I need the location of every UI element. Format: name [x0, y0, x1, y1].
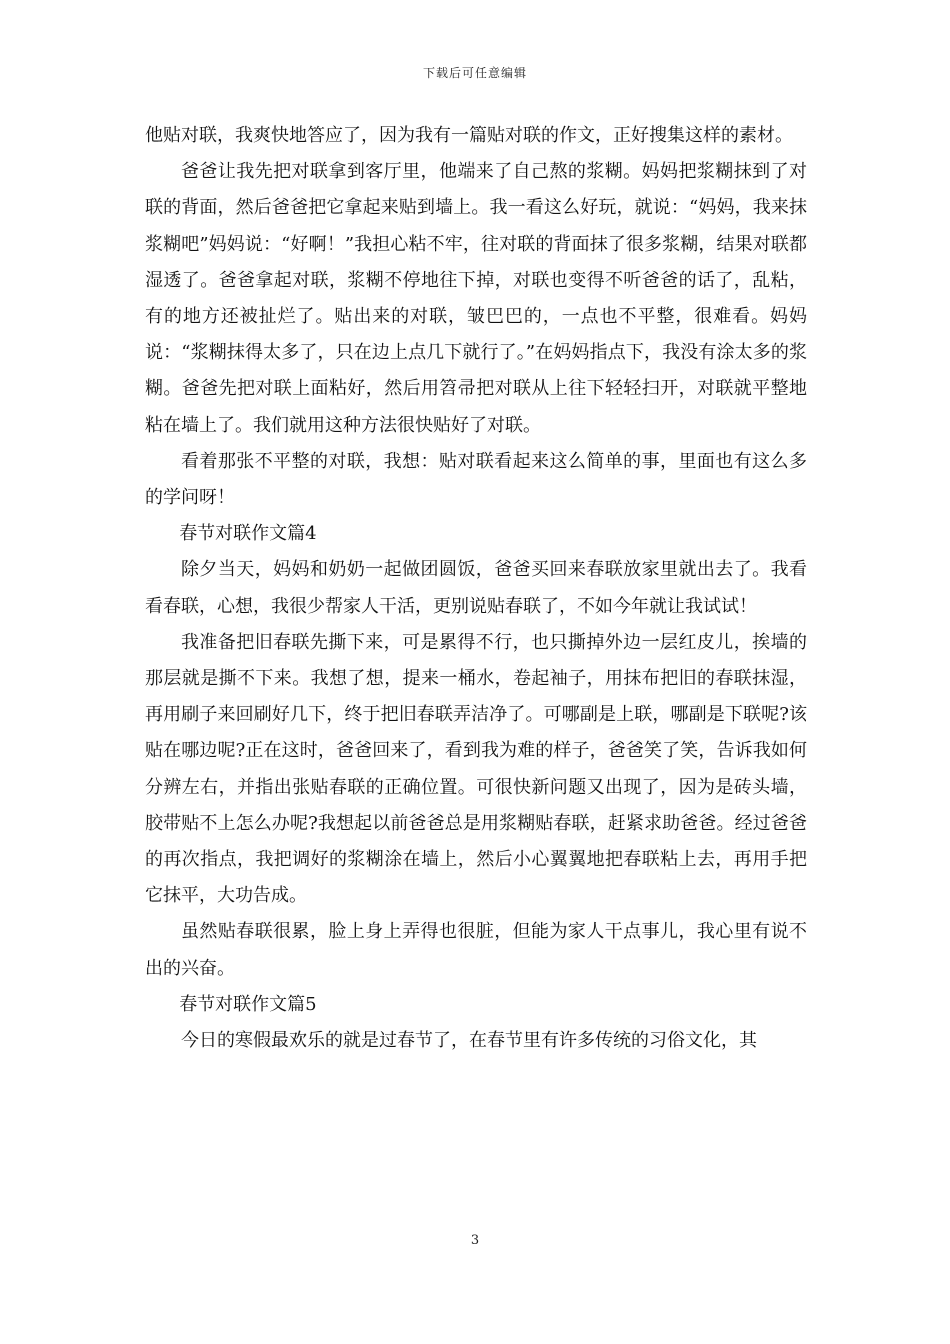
page-number: 3: [470, 1233, 480, 1248]
section-heading: 春节对联作文篇4: [179, 523, 317, 545]
paragraph: 看着那张不平整的对联，我想：贴对联看起来这么简单的事，里面也有这么多的学问呀！: [145, 450, 807, 509]
paragraph-continuation: 他贴对联，我爽快地答应了，因为我有一篇贴对联的作文，正好搜集这样的素材。: [145, 125, 793, 146]
page-header: 下载后可任意编辑: [422, 66, 527, 80]
section-heading: 春节对联作文篇5: [179, 993, 317, 1015]
document-body: [145, 118, 807, 1059]
paragraph: 我准备把旧春联先撕下来，可是累得不行，也只撕掉外边一层红皮儿，挨墙的那层就是撕不下来。我想了想，提来一桶水，卷起袖子，用抹布把旧的春联抹湿，再用刷子来回刷好几下，终于把旧春联弄洁净了。可哪副是上联，哪副是下联呢?该贴在哪边呢?正在这时，爸爸回来了，看到我为难的样子，爸爸笑了笑，告诉我如何分辨左右，并指出张贴春联的正确位置。可很快新问题又出现了，因为是砖头墙，胶带贴不上怎么办呢?我想起以前爸爸总是用浆糊贴春联，赶紧求助爸爸。经过爸爸的再次指点，我把调好的浆糊涂在墙上，然后小心翼翼地把春联粘上去，再用手把它抹平，大功告成。: [145, 631, 807, 907]
paragraph: 今日的寒假最欢乐的就是过春节了，在春节里有许多传统的习俗文化，其: [181, 1030, 757, 1052]
paragraph: 虽然贴春联很累，脸上身上弄得也很脏，但能为家人干点事儿，我心里有说不出的兴奋。: [145, 921, 807, 979]
paragraph: 除夕当天，妈妈和奶奶一起做团圆饭，爸爸买回来春联放家里就出去了。我看看春联，心想，我很少帮家人干活，更别说贴春联了，不如今年就让我试试！: [145, 559, 807, 617]
paragraph: 爸爸让我先把对联拿到客厅里，他端来了自己熬的浆糊。妈妈把浆糊抹到了对联的背面，然后爸爸把它拿起来贴到墙上。我一看这么好玩，就说：“妈妈，我来抹浆糊吧”妈妈说：“好啊！”我担心粘不牢，往对联的背面抹了很多浆糊，结果对联都湿透了。爸爸拿起对联，浆糊不停地往下掉，对联也变得不听爸爸的话了，乱粘，有的地方还被扯烂了。贴出来的对联，皱巴巴的，一点也不平整，很难看。妈妈说：“浆糊抹得太多了，只在边上点几下就行了。”在妈妈指点下，我没有涂太多的浆糊。爸爸先把对联上面粘好，然后用笤帚把对联从上往下轻轻扫开，对联就平整地粘在墙上了。我们就用这种方法很快贴好了对联。: [145, 161, 807, 436]
